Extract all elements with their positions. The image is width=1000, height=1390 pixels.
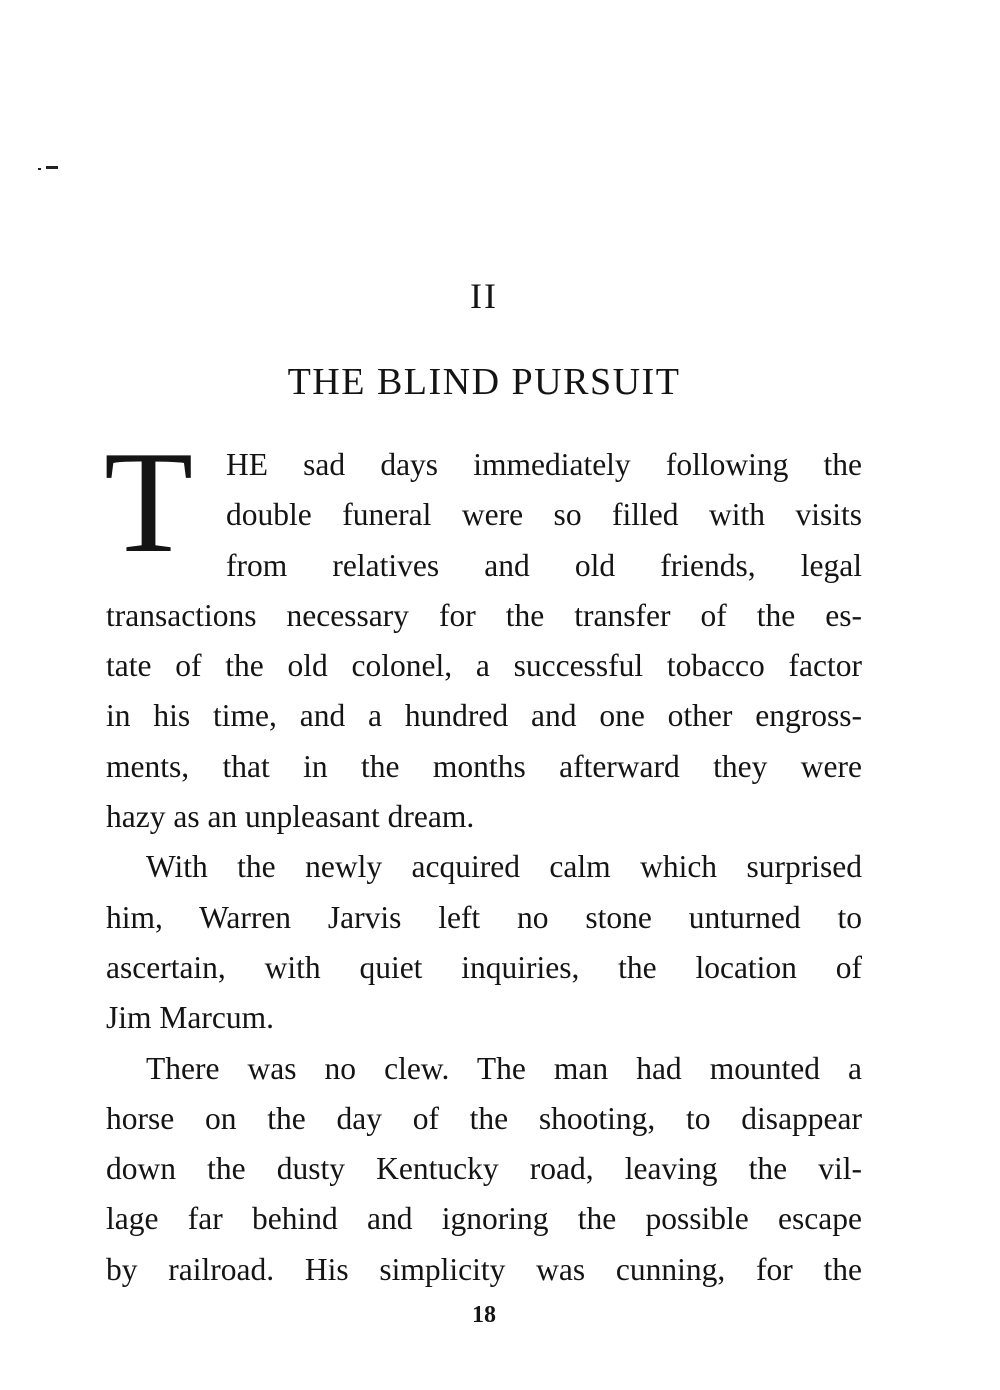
- text-line: There was no clew. The man had mounted a: [146, 1050, 862, 1086]
- text-line: ments, that in the months afterward they were: [106, 748, 862, 784]
- paragraph-3: [106, 1044, 862, 1295]
- text-line: lage far behind and ignoring the possible escape: [106, 1201, 862, 1237]
- text-line: With the newly acquired calm which surprised: [146, 849, 862, 885]
- text-line: from relatives and old friends, legal: [226, 547, 862, 583]
- text-line: him, Warren Jarvis left no stone unturned to: [106, 899, 862, 935]
- paragraph-1: [104, 421, 862, 842]
- text-line: by railroad. His simplicity was cunning, for the: [106, 1251, 862, 1287]
- page-number: 18: [472, 1302, 496, 1328]
- chapter-title: THE BLIND PURSUIT: [287, 361, 681, 403]
- text-line: transactions necessary for the transfer of the es-: [106, 597, 862, 633]
- body-text: [104, 421, 862, 1295]
- dropcap: T: [104, 421, 194, 583]
- text-line: ascertain, with quiet inquiries, the location of: [106, 949, 862, 985]
- text-line: Jim Marcum.: [106, 1000, 274, 1036]
- text-line: double funeral were so filled with visits: [226, 497, 862, 533]
- text-line: HE sad days immediately following the: [226, 447, 862, 482]
- paragraph-2: [106, 842, 862, 1043]
- text-line: horse on the day of the shooting, to disappear: [106, 1100, 862, 1136]
- stray-print-mark: [38, 166, 60, 170]
- text-line: down the dusty Kentucky road, leaving the vil-: [106, 1151, 862, 1187]
- chapter-number: II: [470, 276, 498, 316]
- text-line: hazy as an unpleasant dream.: [106, 799, 475, 835]
- text-line: in his time, and a hundred and one other engross-: [106, 698, 862, 734]
- text-line: tate of the old colonel, a successful tobacco factor: [106, 648, 862, 684]
